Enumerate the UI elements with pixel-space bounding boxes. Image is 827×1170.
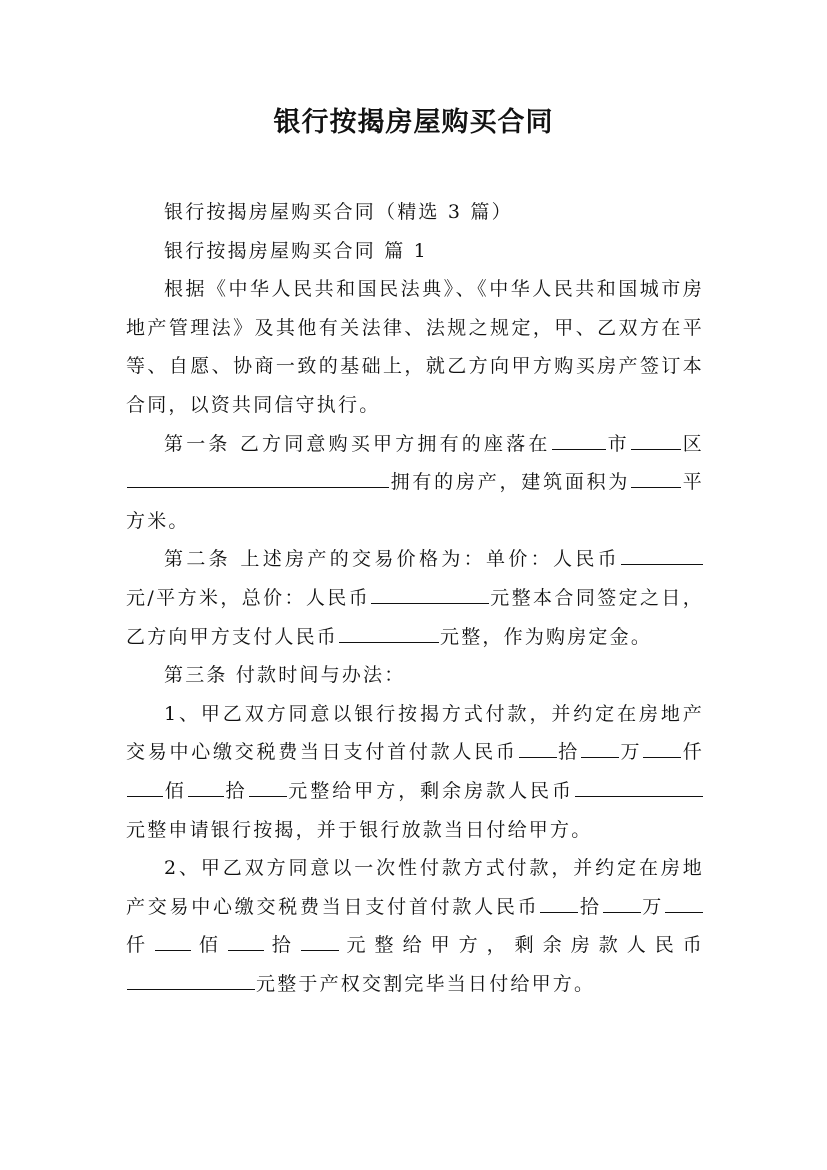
article-2 xyxy=(126,540,704,656)
blank xyxy=(540,890,578,913)
article-2-text-3: 元整本合同签定之日，乙方向甲方支付人民币 xyxy=(126,586,704,648)
blank xyxy=(155,928,191,951)
blank xyxy=(665,890,703,913)
blank xyxy=(249,774,287,797)
article-2-text-2: 元/平方米，总价：人民币 xyxy=(126,586,371,609)
article-2-text-4: 元整，作为购房定金。 xyxy=(440,625,653,648)
blank xyxy=(188,774,224,797)
unit-label: 拾 xyxy=(264,934,300,957)
document-body xyxy=(126,193,704,1003)
blank xyxy=(519,735,557,758)
area-blank xyxy=(631,465,681,488)
address-blank xyxy=(127,465,389,488)
blank xyxy=(301,928,339,951)
article-1-text-3: 区 xyxy=(681,432,705,455)
subtitle: 银行按揭房屋购买合同（精选 3 篇） xyxy=(164,201,513,223)
total-price-blank xyxy=(371,581,489,604)
clause-2-text-2: 元整给甲方，剩余房款人民币 xyxy=(339,934,704,957)
remaining-blank xyxy=(127,967,255,990)
unit-label: 拾 xyxy=(557,741,580,764)
unit-label: 仟 xyxy=(682,741,704,764)
section-heading: 银行按揭房屋购买合同 篇 1 xyxy=(164,239,428,262)
unit-label: 拾 xyxy=(579,895,602,918)
clause-2 xyxy=(126,849,704,1003)
unit-label: 拾 xyxy=(224,779,248,802)
article-1-text-1: 第一条 乙方同意购买甲方拥有的座落在 xyxy=(164,432,551,455)
unit-label: 仟 xyxy=(126,934,155,957)
blank xyxy=(581,735,619,758)
unit-label: 佰 xyxy=(164,779,187,802)
intro-paragraph: 根据《中华人民共和国民法典》、《中华人民共和国城市房地产管理法》及其他有关法律、法规之规定，甲、乙双方在平等、自愿、协商一致的基础上，就乙方向甲方购买房产签订本合同，以资共同信守执行。 xyxy=(126,278,704,416)
document-title: 银行按揭房屋购买合同 xyxy=(273,107,554,138)
deposit-blank xyxy=(339,620,439,643)
article-1 xyxy=(126,425,704,541)
blank xyxy=(643,735,681,758)
article-1-text-5: 平方米。 xyxy=(126,471,705,532)
clause-2-text-3: 元整于产权交割完毕当日付给甲方。 xyxy=(256,972,596,995)
remaining-blank xyxy=(575,774,703,797)
unit-label: 万 xyxy=(619,741,643,764)
unit-price-blank xyxy=(621,542,703,565)
clause-1-text-3: 元整申请银行按揭，并于银行放款当日付给甲方。 xyxy=(126,818,593,841)
blank xyxy=(228,928,264,951)
city-blank xyxy=(552,427,606,450)
article-1-text-2: 市 xyxy=(606,432,630,455)
article-3-heading: 第三条 付款时间与办法： xyxy=(164,664,406,687)
article-2-text-1: 第二条 上述房产的交易价格为：单价：人民币 xyxy=(164,548,620,571)
district-blank-a xyxy=(631,427,681,450)
clause-1-text-2: 元整给甲方，剩余房款人民币 xyxy=(287,779,575,802)
article-1-text-4: 拥有的房产，建筑面积为 xyxy=(390,471,631,494)
unit-label: 佰 xyxy=(192,934,227,957)
blank xyxy=(603,890,641,913)
clause-1 xyxy=(126,695,704,849)
blank xyxy=(127,774,163,797)
clause-1-text-1: 1、甲乙双方同意以银行按揭方式付款，并约定在房地产交易中心缴交税费当日支付首付款人民币 xyxy=(126,702,704,764)
clause-2-text-1: 2、甲乙双方同意以一次性付款方式付款，并约定在房地产交易中心缴交税费当日支付首付款人民币 xyxy=(126,857,704,918)
unit-label: 万 xyxy=(641,895,664,918)
